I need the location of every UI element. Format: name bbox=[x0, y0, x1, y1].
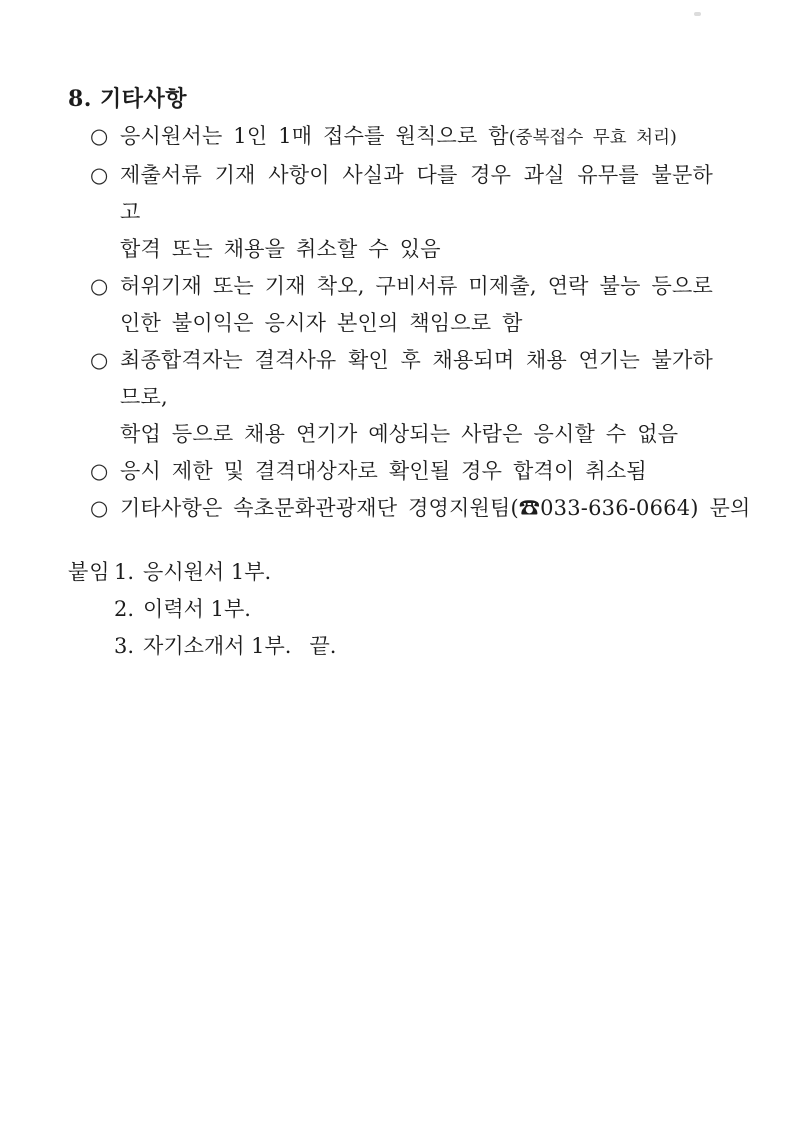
list-item-line: 합격 또는 채용을 취소할 수 있음 bbox=[120, 237, 441, 261]
circle-bullet-icon: ○ bbox=[90, 348, 109, 372]
list-item-text bbox=[120, 118, 713, 157]
list-item-main-text: 응시원서는 1인 1매 접수를 원칙으로 함 bbox=[120, 124, 509, 148]
list-item bbox=[90, 342, 713, 453]
attachment-number: 1. bbox=[114, 560, 135, 584]
list-item-text bbox=[120, 268, 713, 342]
bullet-list bbox=[68, 118, 751, 527]
attachment-item bbox=[114, 628, 713, 665]
list-item-line: 학업 등으로 채용 연기가 예상되는 사람은 응시할 수 없음 bbox=[120, 422, 679, 446]
list-item-text bbox=[120, 490, 751, 527]
section-number: 8. bbox=[68, 86, 92, 112]
list-item-text bbox=[120, 157, 713, 268]
circle-bullet-icon: ○ bbox=[90, 496, 109, 520]
attachment-number: 3. bbox=[114, 634, 135, 658]
attachment-number: 2. bbox=[114, 597, 135, 621]
list-item-line: 기타사항은 속초문화관광재단 경영지원팀(☎033-636-0664) 문의 bbox=[120, 496, 751, 520]
attachment-text: 자기소개서 1부. bbox=[143, 634, 292, 658]
attachments-label: 붙임 bbox=[68, 560, 111, 584]
list-item bbox=[90, 118, 713, 157]
attachment-text: 이력서 1부. bbox=[143, 597, 251, 621]
list-item bbox=[90, 490, 751, 527]
circle-bullet-icon: ○ bbox=[90, 274, 109, 298]
attachment-item bbox=[114, 591, 713, 628]
list-item bbox=[90, 453, 713, 490]
attachment-text: 응시원서 1부. bbox=[143, 560, 272, 584]
list-item-text bbox=[120, 342, 713, 453]
circle-bullet-icon: ○ bbox=[90, 163, 109, 187]
circle-bullet-icon: ○ bbox=[90, 124, 109, 148]
list-item-line: 제출서류 기재 사항이 사실과 다를 경우 과실 유무를 불문하고 bbox=[120, 163, 713, 224]
circle-bullet-icon: ○ bbox=[90, 459, 109, 483]
list-item-line: 응시 제한 및 결격대상자로 확인될 경우 합격이 취소됨 bbox=[120, 459, 647, 483]
list-item-line bbox=[120, 118, 713, 157]
section-heading bbox=[68, 86, 713, 112]
list-item-line: 최종합격자는 결격사유 확인 후 채용되며 채용 연기는 불가하므로, bbox=[120, 348, 713, 409]
list-item bbox=[90, 157, 713, 268]
list-item-text bbox=[120, 453, 713, 490]
list-item-line: 인한 불이익은 응시자 본인의 책임으로 함 bbox=[120, 311, 523, 335]
list-item-note: (중복접수 무효 처리) bbox=[508, 128, 677, 148]
list-item bbox=[90, 268, 713, 342]
scan-artifact bbox=[694, 12, 701, 16]
document-end-marker: 끝. bbox=[309, 634, 337, 658]
section-title: 기타사항 bbox=[99, 86, 187, 112]
attachments-list bbox=[114, 554, 713, 665]
list-item-line: 허위기재 또는 기재 착오, 구비서류 미제출, 연락 불능 등으로 bbox=[120, 274, 713, 298]
attachment-item bbox=[114, 554, 713, 591]
attachments-block bbox=[68, 554, 713, 665]
